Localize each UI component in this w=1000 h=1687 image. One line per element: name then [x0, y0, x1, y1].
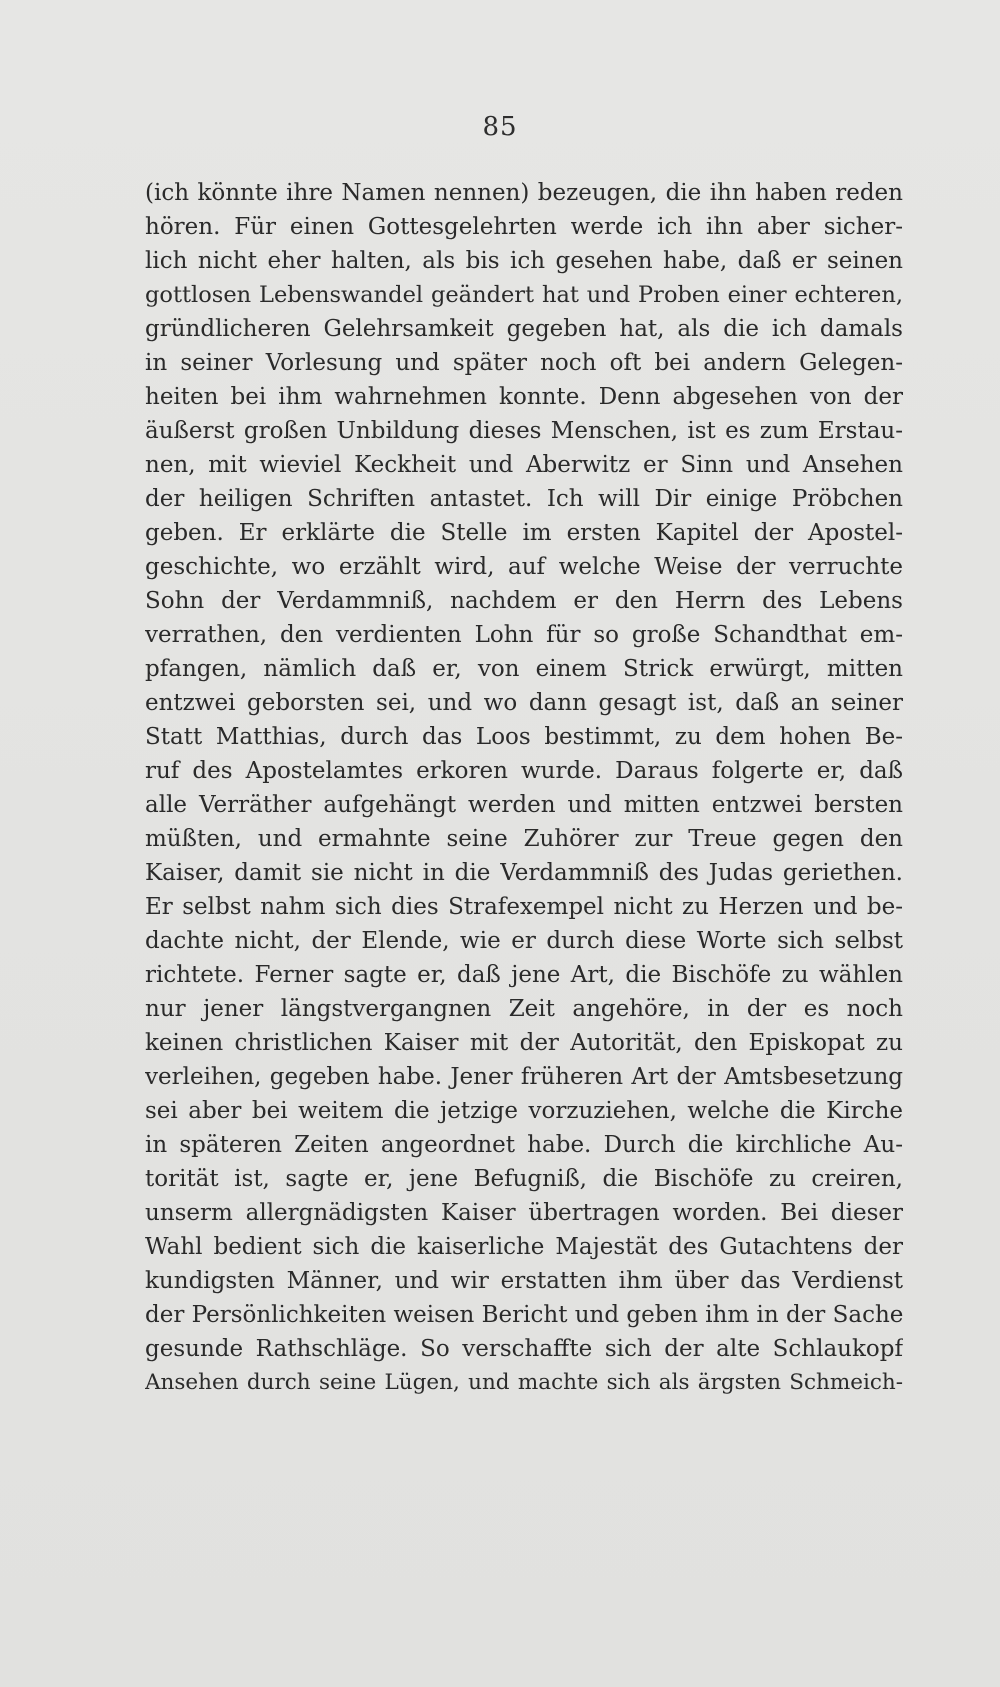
text-line: gründlicheren Gelehrsamkeit gegeben hat, als die ich damals — [145, 316, 903, 342]
text-line: müßten, und ermahnte seine Zuhörer zur Treue gegen den — [145, 826, 903, 852]
text-line: der Persönlichkeiten weisen Bericht und geben ihm in der Sache — [145, 1302, 903, 1328]
text-line: sei aber bei weitem die jetzige vorzuziehen, welche die Kirche — [145, 1098, 903, 1124]
text-line: in späteren Zeiten angeordnet habe. Durch die kirchliche Au- — [145, 1132, 903, 1158]
text-line: (ich könnte ihre Namen nennen) bezeugen, die ihn haben reden — [145, 180, 903, 206]
text-line: pfangen, nämlich daß er, von einem Strick erwürgt, mitten — [145, 656, 903, 682]
text-line: dachte nicht, der Elende, wie er durch diese Worte sich selbst — [145, 928, 903, 954]
text-line: lich nicht eher halten, als bis ich gesehen habe, daß er seinen — [145, 248, 903, 274]
text-line: der heiligen Schriften antastet. Ich will Dir einige Pröbchen — [145, 486, 903, 512]
text-line: entzwei geborsten sei, und wo dann gesagt ist, daß an seiner — [145, 690, 903, 716]
text-line: verrathen, den verdienten Lohn für so große Schandthat em- — [145, 622, 903, 648]
text-line: nen, mit wieviel Keckheit und Aberwitz er Sinn und Ansehen — [145, 452, 903, 478]
text-line: gottlosen Lebenswandel geändert hat und Proben einer echteren, — [145, 282, 903, 308]
text-line: nur jener längstvergangnen Zeit angehöre, in der es noch — [145, 996, 903, 1022]
text-line: Ansehen durch seine Lügen, und machte sich als ärgsten Schmeich- — [145, 1370, 903, 1395]
text-line: gesunde Rathschläge. So verschaffte sich der alte Schlaukopf — [145, 1336, 903, 1362]
text-line: hören. Für einen Gottesgelehrten werde ich ihn aber sicher- — [145, 214, 903, 240]
text-line: keinen christlichen Kaiser mit der Autorität, den Episkopat zu — [145, 1030, 903, 1056]
text-line: Sohn der Verdammniß, nachdem er den Herrn des Lebens — [145, 588, 903, 614]
text-line: kundigsten Männer, und wir erstatten ihm über das Verdienst — [145, 1268, 903, 1294]
text-line: torität ist, sagte er, jene Befugniß, die Bischöfe zu creiren, — [145, 1166, 903, 1192]
text-line: richtete. Ferner sagte er, daß jene Art, die Bischöfe zu wählen — [145, 962, 903, 988]
text-line: Kaiser, damit sie nicht in die Verdammniß des Judas geriethen. — [145, 860, 903, 886]
text-line: geben. Er erklärte die Stelle im ersten Kapitel der Apostel- — [145, 520, 903, 546]
text-line: Wahl bedient sich die kaiserliche Majestät des Gutachtens der — [145, 1234, 903, 1260]
text-line: heiten bei ihm wahrnehmen konnte. Denn abgesehen von der — [145, 384, 903, 410]
body-text — [145, 176, 903, 1400]
text-line: alle Verräther aufgehängt werden und mitten entzwei bersten — [145, 792, 903, 818]
text-line: Er selbst nahm sich dies Strafexempel nicht zu Herzen und be- — [145, 894, 903, 920]
text-line: ruf des Apostelamtes erkoren wurde. Daraus folgerte er, daß — [145, 758, 903, 784]
text-line: unserm allergnädigsten Kaiser übertragen worden. Bei dieser — [145, 1200, 903, 1226]
text-line: Statt Matthias, durch das Loos bestimmt, zu dem hohen Be- — [145, 724, 903, 750]
text-line: in seiner Vorlesung und später noch oft bei andern Gelegen- — [145, 350, 903, 376]
page-number: 85 — [482, 112, 518, 142]
text-line: verleihen, gegeben habe. Jener früheren Art der Amtsbesetzung — [145, 1064, 903, 1090]
text-line: geschichte, wo erzählt wird, auf welche Weise der verruchte — [145, 554, 903, 580]
text-line: äußerst großen Unbildung dieses Menschen, ist es zum Erstau- — [145, 418, 903, 444]
